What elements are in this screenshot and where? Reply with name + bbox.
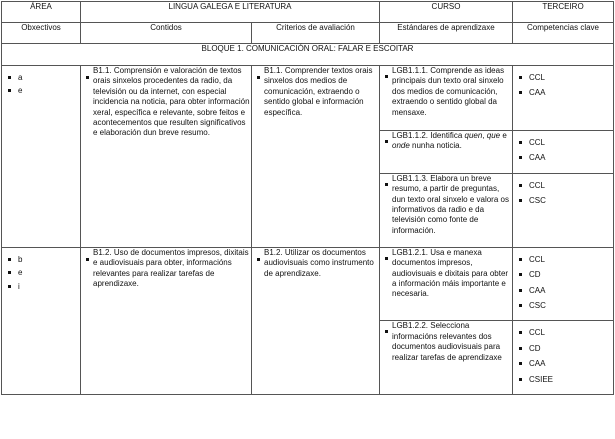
objectives-header: Obxectivos [2,23,81,44]
list-item: a [8,73,76,83]
competences-cell [513,131,614,174]
standard-text: LGB1.1.2. Identifica quen, que e onde nunha noticia. [392,131,507,151]
curriculum-table [1,1,614,395]
table-row [2,247,614,321]
competences-list [513,66,613,108]
standard-cell [380,131,513,174]
content-cell [81,66,252,248]
list-item: CCL [519,138,609,148]
bullet-icon [86,258,89,261]
list-item: i [8,282,76,292]
list-item: e [8,86,76,96]
criterion-text: B1.1. Comprender textos orais sinxelos dos medios de comunicación, extraendo o sentido global e información específica. [264,66,373,117]
list-item: CCL [519,255,609,265]
competences-list [513,131,613,173]
content-text: B1.2. Uso de documentos impresos, dixitais e audiovisuais para obter, informacións relevantes para realizar tarefas de aprendizaxe. [93,247,249,289]
bullet-icon [385,330,388,333]
bullet-icon [385,257,388,260]
objectives-cell [2,247,81,394]
list-item: CD [519,270,609,280]
competences-cell [513,321,614,395]
bullet-icon [385,183,388,186]
list-item: b [8,255,76,265]
standard-cell [380,66,513,131]
criterion-cell [252,66,380,248]
criterion-cell [252,247,380,394]
standard-cell [380,173,513,247]
list-item: CSIEE [519,375,609,385]
list-item: CD [519,344,609,354]
bullet-icon [385,140,388,143]
objectives-list [2,66,80,104]
table-row [2,66,614,131]
list-item: CSC [519,301,609,311]
list-item: e [8,268,76,278]
bullet-icon [385,75,388,78]
content-text: B1.1. Comprensión e valoración de textos orais sinxelos procedentes da radio, da televisión ou da internet, con especial incidencia na noticia, para obter información xeral, específica e relevante, sobre feitos e acontecementos que resulten significativos e elaboración dun breve resumo. [93,66,250,138]
standard-cell [380,247,513,321]
competences-list [513,248,613,321]
bullet-icon [257,258,260,261]
list-item: CCL [519,328,609,338]
contents-header: Contidos [81,23,252,44]
competences-header: Competencias clave [513,23,614,44]
content-cell [81,247,252,394]
list-item: CAA [519,88,609,98]
standard-text: LGB1.2.1. Usa e manexa documentos impresos, audiovisuais e dixitais para obter a información máis importante e necesaria. [392,247,509,299]
competences-cell [513,247,614,321]
list-item: CAA [519,359,609,369]
course-header: CURSO [380,2,513,23]
block-title: BLOQUE 1. COMUNICACIÓN ORAL: FALAR E ESCOITAR [2,44,614,66]
header-row [2,2,614,23]
standard-text: LGB1.1.3. Elabora un breve resumo, a partir de preguntas, dun texto oral sinxelo e valora os informativos da radio e da televisión como fonte de información. [392,173,509,235]
objectives-list [2,248,80,299]
bullet-icon [257,76,260,79]
objectives-cell [2,66,81,248]
area-header: ÁREA [2,2,81,23]
standard-text: LGB1.1.1. Comprende as ideas principais dun texto oral sinxelo dos medios de comunicación, extraendo o sentido global da mensaxe. [392,66,505,117]
list-item: CCL [519,181,609,191]
criterion-text: B1.2. Utilizar os documentos audiovisuais como instrumento de aprendizaxe. [264,247,374,278]
list-item: CSC [519,196,609,206]
list-item: CCL [519,73,609,83]
bullet-icon [86,76,89,79]
competences-cell [513,66,614,131]
subheader-row [2,23,614,44]
competences-cell [513,173,614,247]
standard-cell [380,321,513,395]
list-item: CAA [519,286,609,296]
list-item: CAA [519,153,609,163]
competences-list [513,174,613,216]
standards-header: Estándares de aprendizaxe [380,23,513,44]
subject-header: LINGUA GALEGA E LITERATURA [81,2,380,23]
block-row [2,44,614,66]
criteria-header: Criterios de avaliación [252,23,380,44]
course-value: TERCEIRO [513,2,614,23]
competences-list [513,321,613,394]
standard-text: LGB1.2.2. Selecciona informacións relevantes dos documentos audiovisuais para realizar tarefas de aprendizaxe [392,321,502,362]
